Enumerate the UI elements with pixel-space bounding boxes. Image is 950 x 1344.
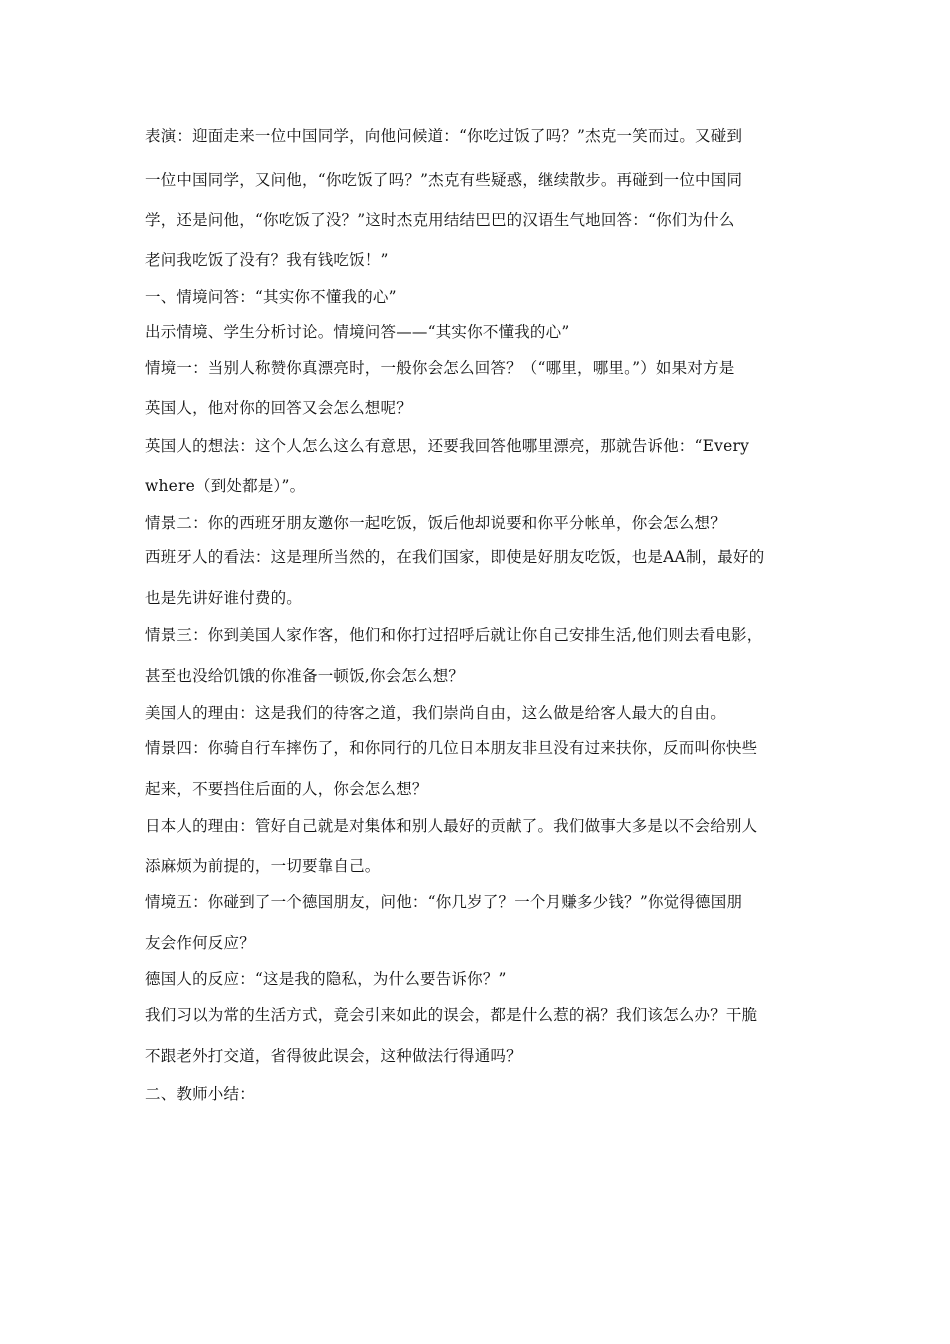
text-line-13: 也是先讲好谁付费的。: [145, 589, 303, 607]
text-line-2: 一位中国同学，又问他，“你吃饭了吗？”杰克有些疑惑，继续散步。再碰到一位中国同: [145, 171, 743, 189]
text-line-7: 情境一：当别人称赞你真漂亮时，一般你会怎么回答？（“哪里，哪里。”）如果对方是: [145, 359, 735, 377]
text-line-24: 我们习以为常的生活方式，竟会引来如此的误会，都是什么惹的祸？我们该怎么办？干脆: [145, 1006, 758, 1024]
text-line-15: 甚至也没给饥饿的你准备一顿饭,你会怎么想？: [145, 667, 465, 685]
text-line-9: 英国人的想法：这个人怎么这么有意思，还要我回答他哪里漂亮，那就告诉他：“Every: [145, 437, 750, 455]
section-heading-2: 二、教师小结：: [145, 1085, 255, 1103]
text-line-23: 德国人的反应：“这是我的隐私，为什么要告诉你？”: [145, 970, 507, 988]
text-line-25: 不跟老外打交道，省得彼此误会，这种做法行得通吗？: [145, 1047, 522, 1065]
text-line-10: where（到处都是）”。: [145, 477, 306, 495]
text-line-4: 老问我吃饭了没有？我有钱吃饭！”: [145, 251, 389, 269]
text-line-14: 情景三：你到美国人家作客，他们和你打过招呼后就让你自己安排生活,他们则去看电影，: [145, 626, 763, 644]
text-line-19: 日本人的理由：管好自己就是对集体和别人最好的贡献了。我们做事大多是以不会给别人: [145, 817, 758, 835]
text-line-12: 西班牙人的看法：这是理所当然的，在我们国家，即使是好朋友吃饭，也是AA制，最好的: [145, 548, 765, 566]
text-line-21: 情境五：你碰到了一个德国朋友，问他：“你几岁了？一个月赚多少钱？”你觉得德国朋: [145, 893, 743, 911]
text-line-11: 情景二：你的西班牙朋友邀你一起吃饭，饭后他却说要和你平分帐单，你会怎么想？: [145, 514, 726, 532]
text-line-16: 美国人的理由：这是我们的待客之道，我们崇尚自由，这么做是给客人最大的自由。: [145, 704, 726, 722]
text-line-22: 友会作何反应？: [145, 934, 255, 952]
text-line-20: 添麻烦为前提的，一切要靠自己。: [145, 857, 381, 875]
text-line-8: 英国人，他对你的回答又会怎么想呢？: [145, 399, 412, 417]
text-line-6: 出示情境、学生分析讨论。情境问答——“其实你不懂我的心”: [145, 323, 570, 341]
text-line-3: 学，还是问他，“你吃饭了没？”这时杰克用结结巴巴的汉语生气地回答：“你们为什么: [145, 211, 735, 229]
text-line-18: 起来，不要挡住后面的人，你会怎么想？: [145, 780, 428, 798]
text-line-1: 表演：迎面走来一位中国同学，向他问候道：“你吃过饭了吗？”杰克一笑而过。又碰到: [145, 127, 743, 145]
section-heading-1: 一、情境问答：“其实你不懂我的心”: [145, 288, 397, 306]
text-line-17: 情景四：你骑自行车摔伤了，和你同行的几位日本朋友非旦没有过来扶你，反而叫你快些: [145, 739, 758, 757]
